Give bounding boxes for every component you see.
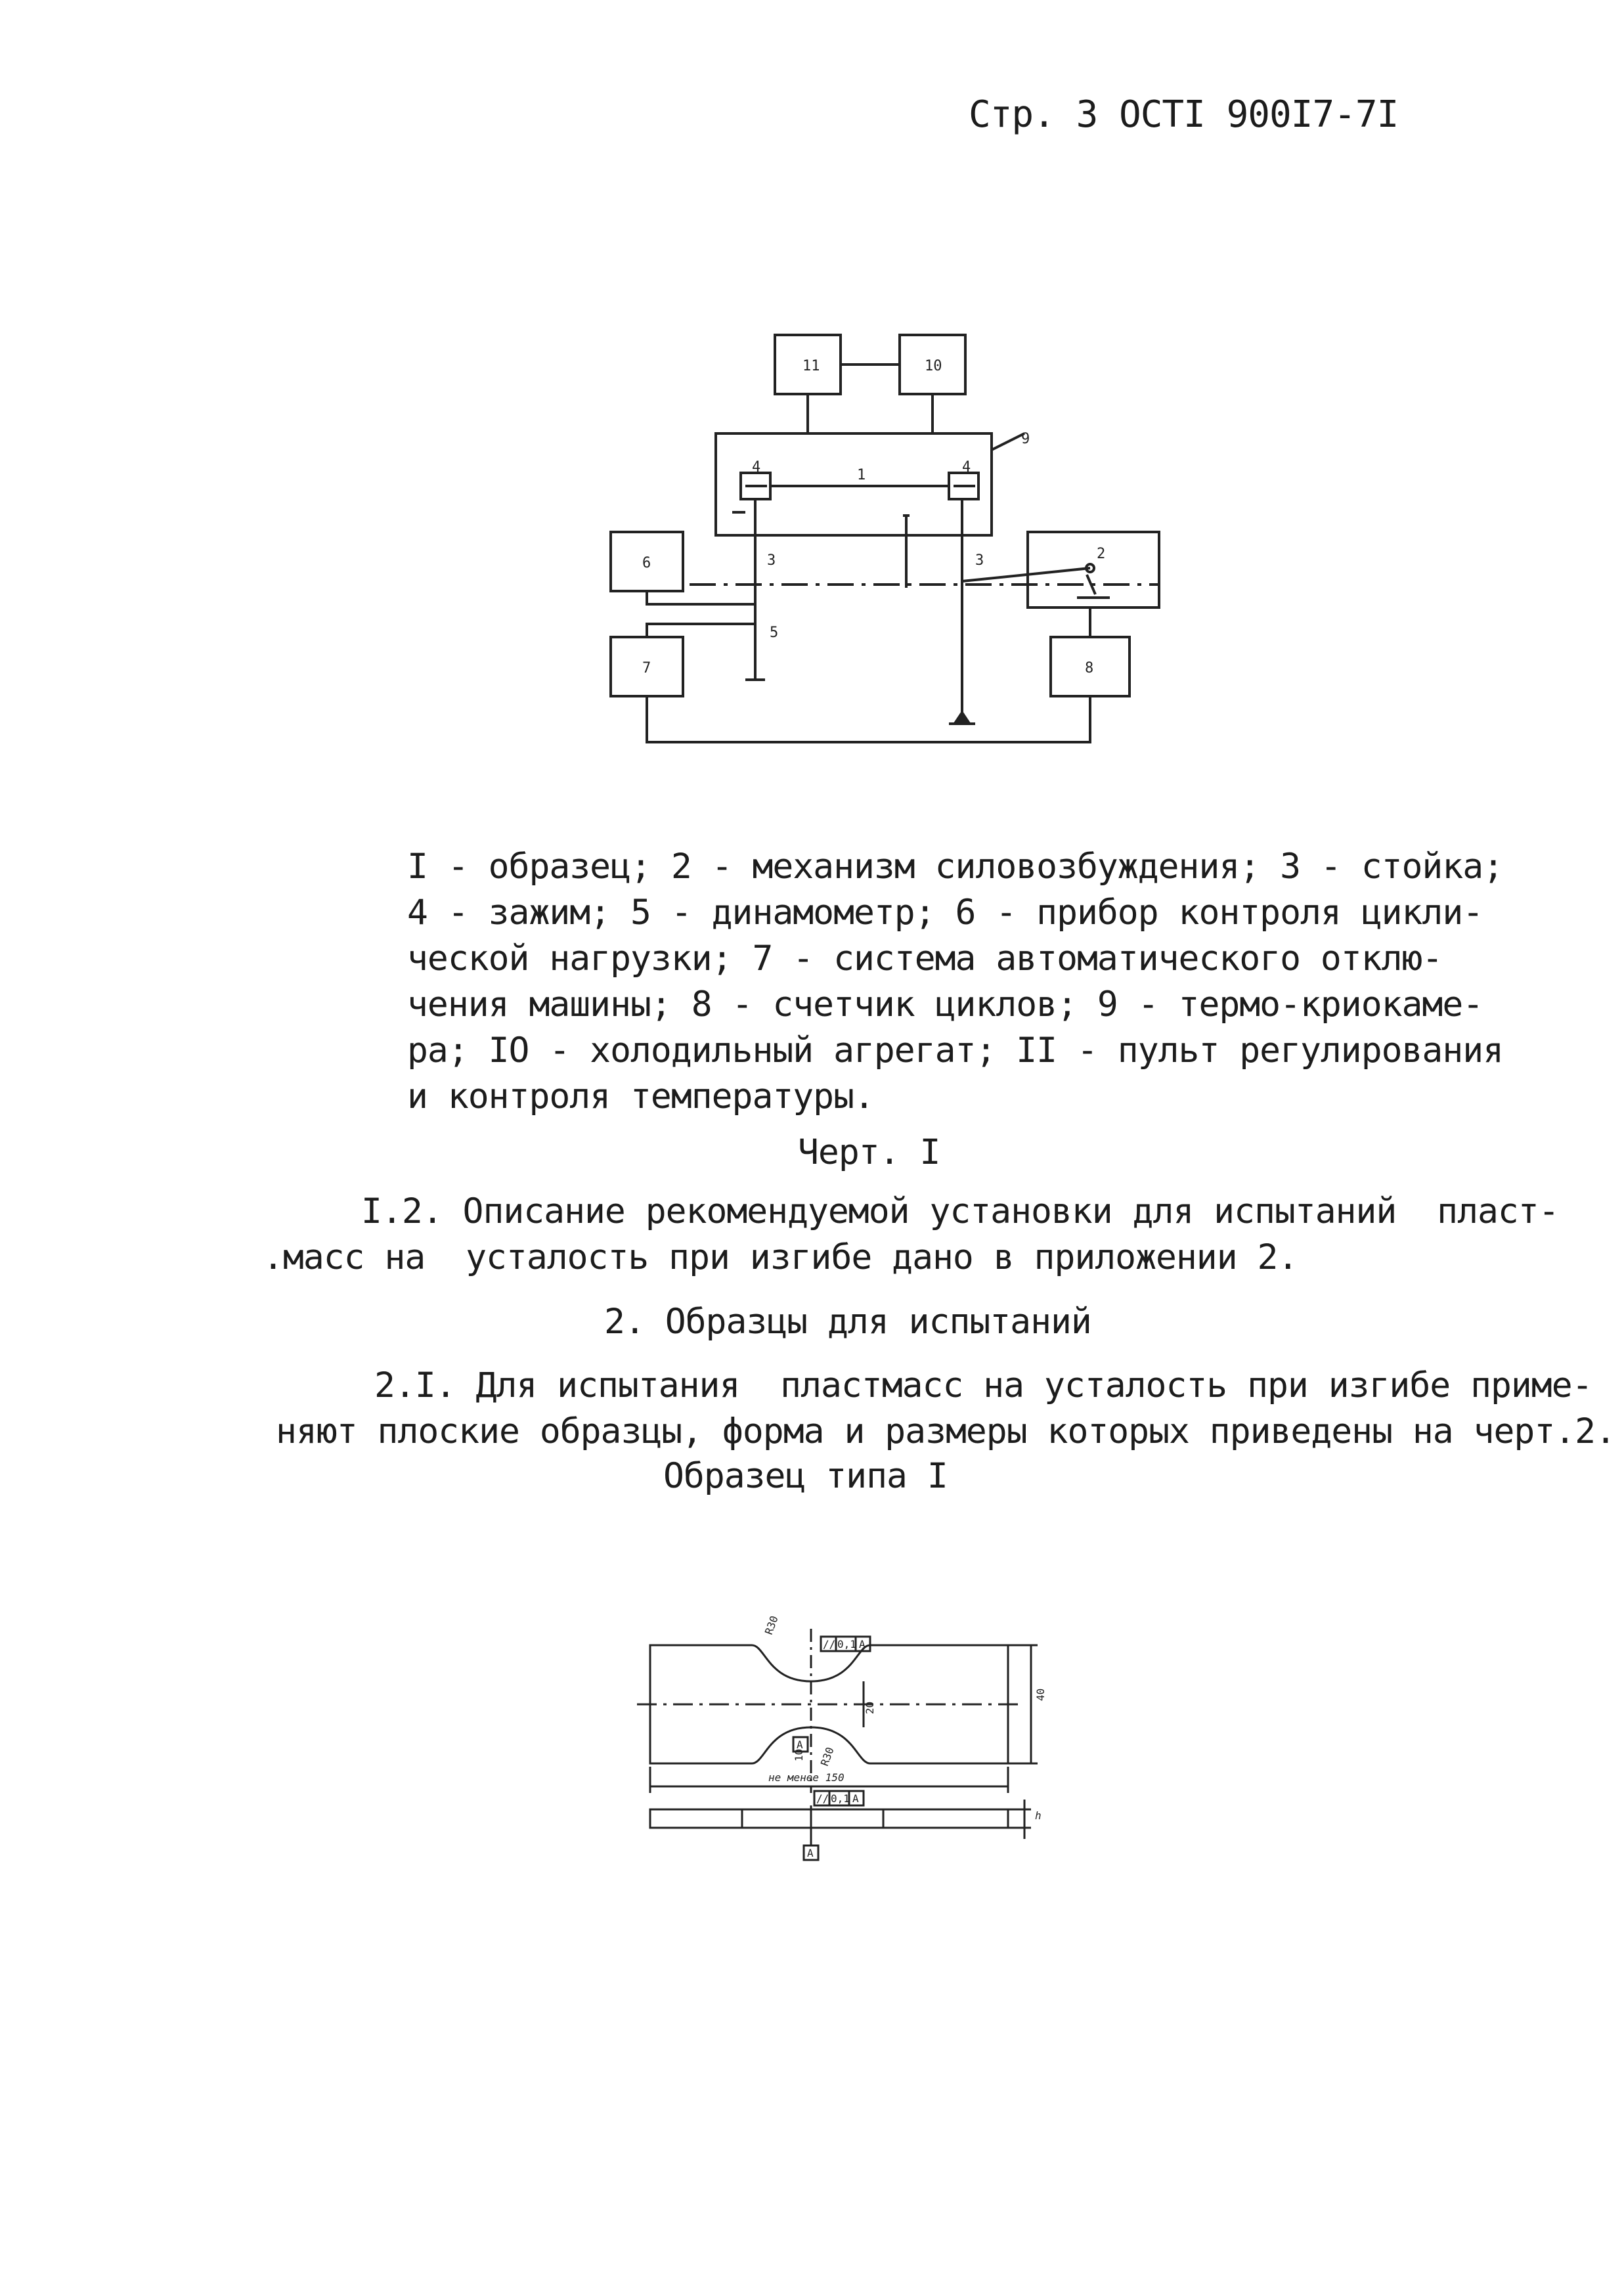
dim-thickness: h bbox=[1035, 1809, 1042, 1822]
figure-1-legend bbox=[407, 844, 1503, 1120]
label-1: 1 bbox=[857, 467, 866, 483]
label-3a: 3 bbox=[767, 552, 776, 569]
para-line: 2.I. Для испытания пластмасс на усталость при изгибе приме- bbox=[374, 1365, 1592, 1405]
label-9: 9 bbox=[1021, 431, 1030, 447]
para-line: няют плоские образцы, форма и размеры которых приведены на черт.2. bbox=[276, 1411, 1615, 1451]
specimen-side-view bbox=[650, 1809, 1008, 1828]
para-line: I.2. Описание рекомендуемой установки для испытаний пласт- bbox=[361, 1191, 1559, 1231]
paragraph-1-2 bbox=[263, 1189, 1559, 1281]
paragraph-2-1 bbox=[276, 1363, 1615, 1455]
label-10: 10 bbox=[925, 358, 942, 374]
specimen-title: Образец типа I bbox=[663, 1456, 948, 1496]
legend-line: I - образец; 2 - механизм силовозбуждения; 3 - стойка; bbox=[407, 847, 1504, 887]
figure-1-schematic bbox=[591, 315, 1182, 775]
para-line: .масс на усталость при изгибе дано в приложении 2. bbox=[263, 1237, 1298, 1277]
legend-line: ра; IO - холодильный агрегат; II - пульт регулирования bbox=[407, 1030, 1504, 1071]
dim-20: 20 bbox=[864, 1701, 876, 1714]
tol-val-top: 0,1 bbox=[837, 1638, 856, 1650]
datum-a-top: A bbox=[797, 1738, 803, 1751]
label-8: 8 bbox=[1085, 660, 1094, 676]
dim-r30-top: R30 bbox=[762, 1614, 781, 1637]
label-3b: 3 bbox=[975, 552, 984, 569]
datum-a-side: A bbox=[807, 1847, 814, 1859]
label-2: 2 bbox=[1097, 546, 1106, 562]
section-2-heading: 2. Образцы для испытаний bbox=[604, 1302, 1091, 1342]
figure-1-caption: Черт. I bbox=[798, 1132, 940, 1172]
label-4b: 4 bbox=[962, 459, 971, 475]
legend-line: ческой нагрузки; 7 - система автоматического отклю- bbox=[407, 939, 1443, 979]
label-7: 7 bbox=[642, 660, 651, 676]
tol-ref-side: A bbox=[852, 1792, 859, 1805]
page-header: Стр. 3 ОСТI 900I7-7I bbox=[969, 93, 1399, 136]
figure-2-specimen bbox=[630, 1609, 1051, 1905]
label-6: 6 bbox=[642, 555, 651, 571]
dim-40: 40 bbox=[1034, 1688, 1047, 1701]
dim-length: не менее 150 bbox=[768, 1771, 845, 1784]
tol-val-side: 0,1 bbox=[831, 1792, 850, 1805]
tol-ref-top: A bbox=[859, 1638, 866, 1650]
label-5: 5 bbox=[770, 625, 779, 641]
tol-sym-side: // bbox=[816, 1792, 829, 1805]
tol-sym-top: // bbox=[823, 1638, 836, 1650]
dim-r30-bottom: R30 bbox=[818, 1745, 837, 1768]
dim-neck-len: 10 bbox=[793, 1748, 805, 1761]
label-4a: 4 bbox=[752, 459, 761, 475]
legend-line: чения машины; 8 - счетчик циклов; 9 - термо-криокаме- bbox=[407, 984, 1483, 1025]
legend-line: 4 - зажим; 5 - динамометр; 6 - прибор контроля цикли- bbox=[407, 893, 1483, 933]
legend-line: и контроля температуры. bbox=[407, 1076, 874, 1116]
label-11: 11 bbox=[802, 358, 820, 374]
